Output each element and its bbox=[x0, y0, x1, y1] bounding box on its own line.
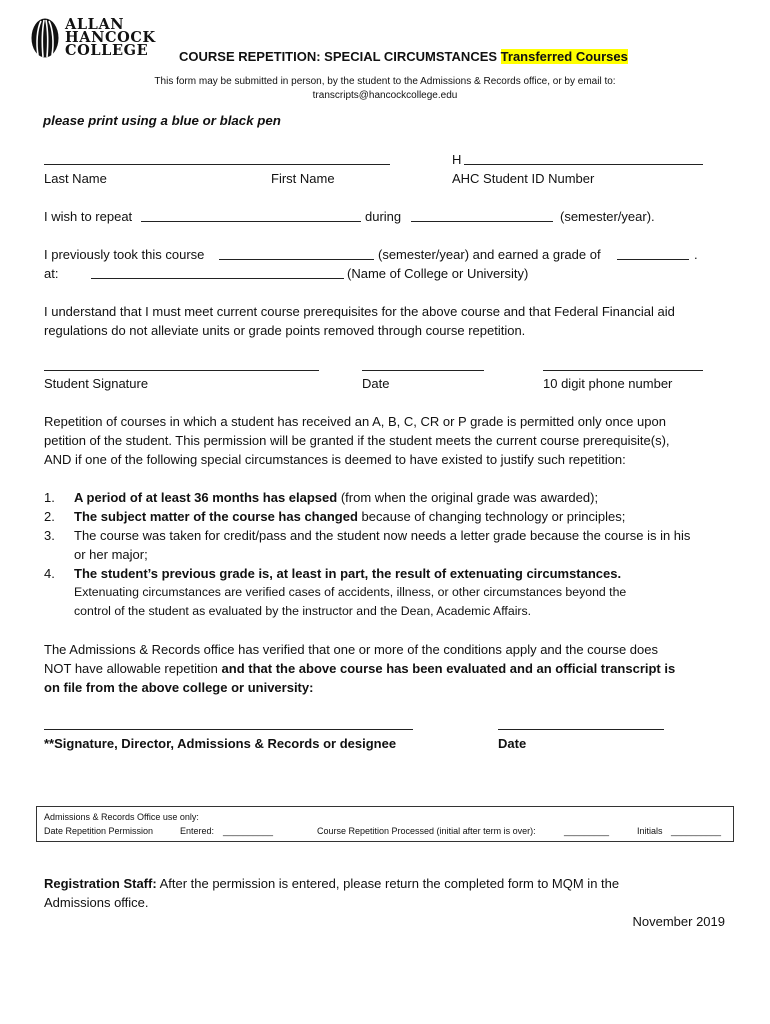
logo-line-1: ALLAN bbox=[65, 16, 125, 33]
last-name-label: Last Name bbox=[44, 171, 107, 186]
condition-4-cont2: control of the student as evaluated by the instructor and the Dean, Academic Affairs. bbox=[74, 604, 532, 618]
condition-4-bold: The student’s previous grade is, at least in part, the result of extenuating circumstances. bbox=[74, 566, 622, 581]
pen-instruction: please print using a blue or black pen bbox=[43, 113, 281, 128]
repetition-line-1: Repetition of courses in which a student has received an A, B, C, CR or P grade is permitted only once upon bbox=[44, 414, 666, 429]
repetition-line-2: petition of the student. This permission will be granted if the student meets the current course prerequisite(s), bbox=[44, 433, 670, 448]
student-signature-field[interactable] bbox=[44, 370, 319, 371]
condition-2-bold: The subject matter of the course has changed bbox=[74, 509, 358, 524]
logo-line-3: COLLEGE bbox=[65, 42, 149, 59]
condition-4-number: 4. bbox=[44, 566, 55, 581]
subtitle-line-1: This form may be submitted in person, by the student to the Admissions & Records office, or by email to: bbox=[154, 76, 616, 87]
verification-line-2-bold: and that the above course has been evaluated and an official transcript is bbox=[221, 661, 676, 676]
logo-emblem-icon bbox=[30, 17, 60, 59]
registration-text-1: After the permission is entered, please return the completed form to MQM in the bbox=[156, 876, 620, 891]
director-date-field[interactable] bbox=[498, 729, 664, 730]
repeat-prefix: I wish to repeat bbox=[44, 209, 133, 224]
director-date-label: Date bbox=[498, 736, 527, 751]
processed-label: Course Repetition Processed (initial after term is over): bbox=[317, 826, 536, 836]
director-signature-field[interactable] bbox=[44, 729, 413, 730]
understanding-line-2: regulations do not alleviate units or grade points removed through course repetition. bbox=[44, 323, 526, 338]
verification-line-3: on file from the above college or university: bbox=[44, 680, 314, 695]
condition-2-rest: because of changing technology or principles; bbox=[357, 509, 626, 524]
entered-label: Entered: bbox=[180, 826, 215, 836]
student-id-prefix: H bbox=[452, 152, 462, 167]
initials-label: Initials bbox=[637, 826, 663, 836]
footer-date: November 2019 bbox=[632, 914, 725, 929]
previous-middle: (semester/year) and earned a grade of bbox=[378, 247, 601, 262]
registration-label: Registration Staff: bbox=[44, 876, 157, 891]
verification-line-2-normal: NOT have allowable repetition bbox=[44, 661, 222, 676]
processed-field[interactable]: _________ bbox=[564, 826, 610, 836]
subtitle-line-2: transcripts@hancockcollege.edu bbox=[312, 90, 458, 101]
condition-3: The course was taken for credit/pass and the student now needs a letter grade because the course is in his bbox=[74, 528, 691, 543]
at-label: at: bbox=[44, 266, 59, 281]
student-signature-label: Student Signature bbox=[44, 376, 149, 391]
phone-field[interactable] bbox=[543, 370, 703, 371]
logo-line-2: HANCOCK bbox=[65, 29, 156, 46]
repeat-during: during bbox=[365, 209, 402, 224]
office-use-box bbox=[36, 806, 734, 842]
office-use-heading: Admissions & Records Office use only: bbox=[44, 812, 199, 822]
student-id-field[interactable] bbox=[464, 164, 703, 165]
student-name-field[interactable] bbox=[44, 164, 390, 165]
college-suffix: (Name of College or University) bbox=[347, 266, 529, 281]
phone-label: 10 digit phone number bbox=[543, 376, 673, 391]
student-date-label: Date bbox=[362, 376, 390, 391]
repeat-suffix: (semester/year). bbox=[560, 209, 655, 224]
condition-2-number: 2. bbox=[44, 509, 55, 524]
condition-1-number: 1. bbox=[44, 490, 55, 505]
condition-4-cont: Extenuating circumstances are verified cases of accidents, illness, or other circumstances beyond the bbox=[74, 585, 627, 599]
repetition-line-3: AND if one of the following special circumstances is deemed to have existed to justify such repetition: bbox=[44, 452, 626, 467]
repeat-course-field[interactable] bbox=[141, 221, 361, 222]
entered-field[interactable]: __________ bbox=[223, 826, 274, 836]
form-title bbox=[179, 48, 628, 65]
condition-2 bbox=[74, 507, 625, 526]
previous-end: . bbox=[694, 247, 698, 262]
previous-term-field[interactable] bbox=[219, 259, 374, 260]
permission-label: Date Repetition Permission bbox=[44, 826, 154, 836]
registration-line-2: Admissions office. bbox=[44, 895, 149, 910]
condition-1-rest: (from when the original grade was awarded); bbox=[337, 490, 599, 505]
college-logo bbox=[30, 17, 170, 59]
condition-3-number: 3. bbox=[44, 528, 55, 543]
verification-line-2 bbox=[44, 659, 675, 678]
repeat-term-field[interactable] bbox=[411, 221, 553, 222]
initials-field[interactable]: __________ bbox=[671, 826, 722, 836]
condition-3-cont: or her major; bbox=[74, 547, 148, 562]
director-signature-label: **Signature, Director, Admissions & Records or designee bbox=[44, 736, 397, 751]
condition-1-bold: A period of at least 36 months has elapsed bbox=[74, 490, 338, 505]
registration-line-1 bbox=[44, 874, 619, 893]
previous-grade-field[interactable] bbox=[617, 259, 689, 260]
logo-text bbox=[65, 18, 156, 57]
previous-college-field[interactable] bbox=[91, 278, 344, 279]
title-text: COURSE REPETITION: SPECIAL CIRCUMSTANCES bbox=[179, 49, 498, 64]
condition-1 bbox=[74, 488, 598, 507]
previous-prefix: I previously took this course bbox=[44, 247, 205, 262]
student-id-label: AHC Student ID Number bbox=[452, 171, 595, 186]
first-name-label: First Name bbox=[271, 171, 335, 186]
title-highlight: Transferred Courses bbox=[500, 49, 628, 64]
understanding-line-1: I understand that I must meet current course prerequisites for the above course and that Federal Financial aid bbox=[44, 304, 675, 319]
student-date-field[interactable] bbox=[362, 370, 484, 371]
verification-line-1: The Admissions & Records office has verified that one or more of the conditions apply and the course does bbox=[44, 642, 658, 657]
